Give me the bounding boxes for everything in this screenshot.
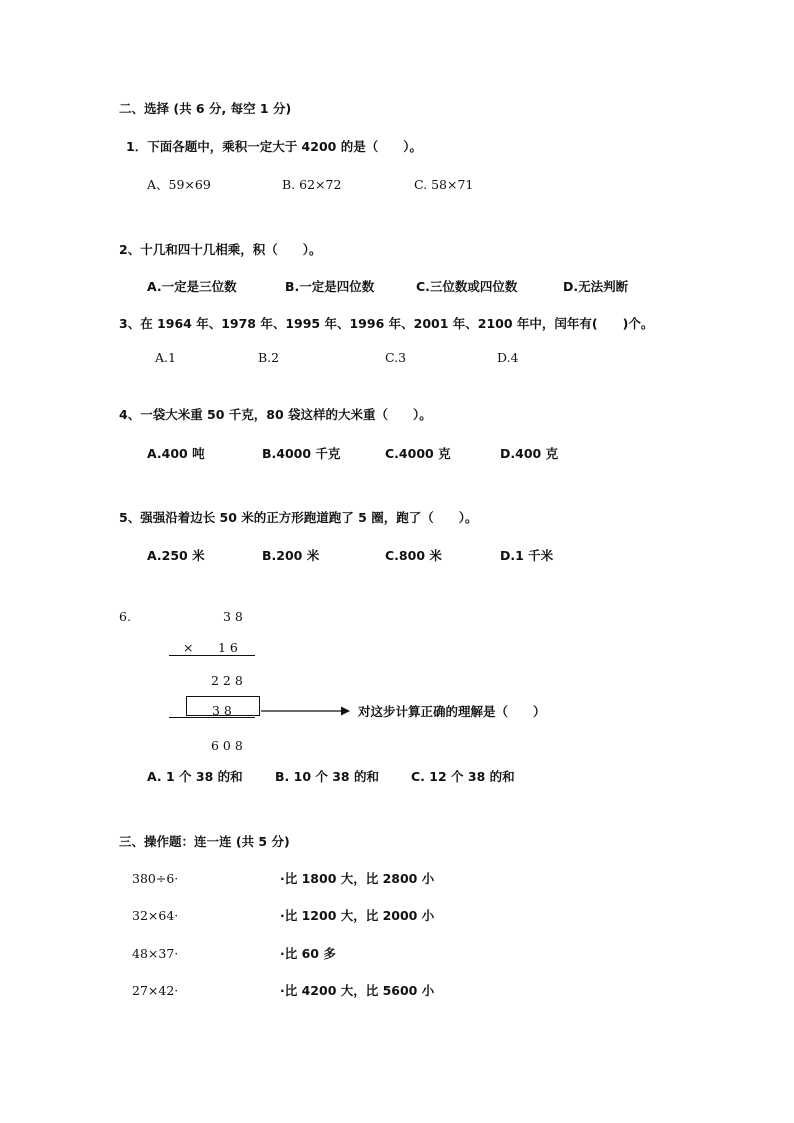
match-right-item: ·比 1800 大，比 2800 小	[280, 871, 435, 886]
question-2-option-b: B.一定是四位数	[285, 279, 375, 294]
question-5-option-d: D.1 千米	[500, 548, 554, 563]
question-1-option-a: A、59×69	[147, 177, 211, 192]
match-right-item: ·比 60 多	[280, 946, 336, 961]
match-left-item: 48×37·	[132, 946, 179, 961]
question-5-option-b: B.200 米	[262, 548, 320, 563]
match-left-item: 380÷6·	[132, 871, 179, 886]
calc-multiplier: 1 6	[218, 640, 238, 655]
section-3-title: 三、操作题：连一连 (共 5 分)	[119, 834, 290, 849]
calc-product: 6 0 8	[211, 738, 243, 753]
question-1-option-b: B. 62×72	[282, 177, 342, 192]
calc-partial-product-2: 3 8	[212, 703, 232, 718]
question-5-stem: 5、强强沿着边长 50 米的正方形跑道跑了 5 圈，跑了（ ）。	[119, 510, 478, 525]
question-5-option-a: A.250 米	[147, 548, 205, 563]
question-5-option-c: C.800 米	[385, 548, 442, 563]
question-6-option-c: C. 12 个 38 的和	[411, 769, 515, 784]
calc-underline-2	[169, 717, 255, 718]
question-1-option-c: C. 58×71	[414, 177, 474, 192]
question-4-option-a: A.400 吨	[147, 446, 205, 461]
question-3-option-c: C.3	[385, 350, 407, 365]
question-6-option-a: A. 1 个 38 的和	[147, 769, 243, 784]
calc-underline-1	[169, 655, 255, 656]
question-2-option-d: D.无法判断	[563, 279, 629, 294]
section-2-title: 二、选择 (共 6 分, 每空 1 分)	[119, 101, 292, 116]
question-2-option-c: C.三位数或四位数	[416, 279, 518, 294]
question-6-option-b: B. 10 个 38 的和	[275, 769, 379, 784]
calc-partial-product-1: 2 2 8	[211, 673, 243, 688]
calc-multiplicand: 3 8	[223, 609, 243, 624]
question-4-stem: 4、一袋大米重 50 千克，80 袋这样的大米重（ ）。	[119, 407, 432, 422]
question-3-option-a: A.1	[155, 350, 176, 365]
question-6-arrow-text: 对这步计算正确的理解是（ ）	[358, 704, 546, 719]
question-3-option-d: D.4	[497, 350, 519, 365]
question-4-option-d: D.400 克	[500, 446, 559, 461]
question-2-stem: 2、十几和四十几相乘，积（ ）。	[119, 242, 322, 257]
question-1-stem: 1．下面各题中，乘积一定大于 4200 的是（ ）。	[126, 139, 422, 154]
match-left-item: 32×64·	[132, 908, 179, 923]
arrow-icon	[261, 704, 351, 718]
match-right-item: ·比 1200 大，比 2000 小	[280, 908, 435, 923]
question-4-option-b: B.4000 千克	[262, 446, 341, 461]
question-4-option-c: C.4000 克	[385, 446, 451, 461]
calc-times-sign: ×	[183, 640, 194, 655]
question-6-number: 6.	[119, 609, 131, 624]
question-3-stem: 3、在 1964 年、1978 年、1995 年、1996 年、2001 年、2100 年中，闰年有( )个。	[119, 316, 654, 331]
question-2-option-a: A.一定是三位数	[147, 279, 237, 294]
match-right-item: ·比 4200 大，比 5600 小	[280, 983, 435, 998]
match-left-item: 27×42·	[132, 983, 179, 998]
question-3-option-b: B.2	[258, 350, 280, 365]
